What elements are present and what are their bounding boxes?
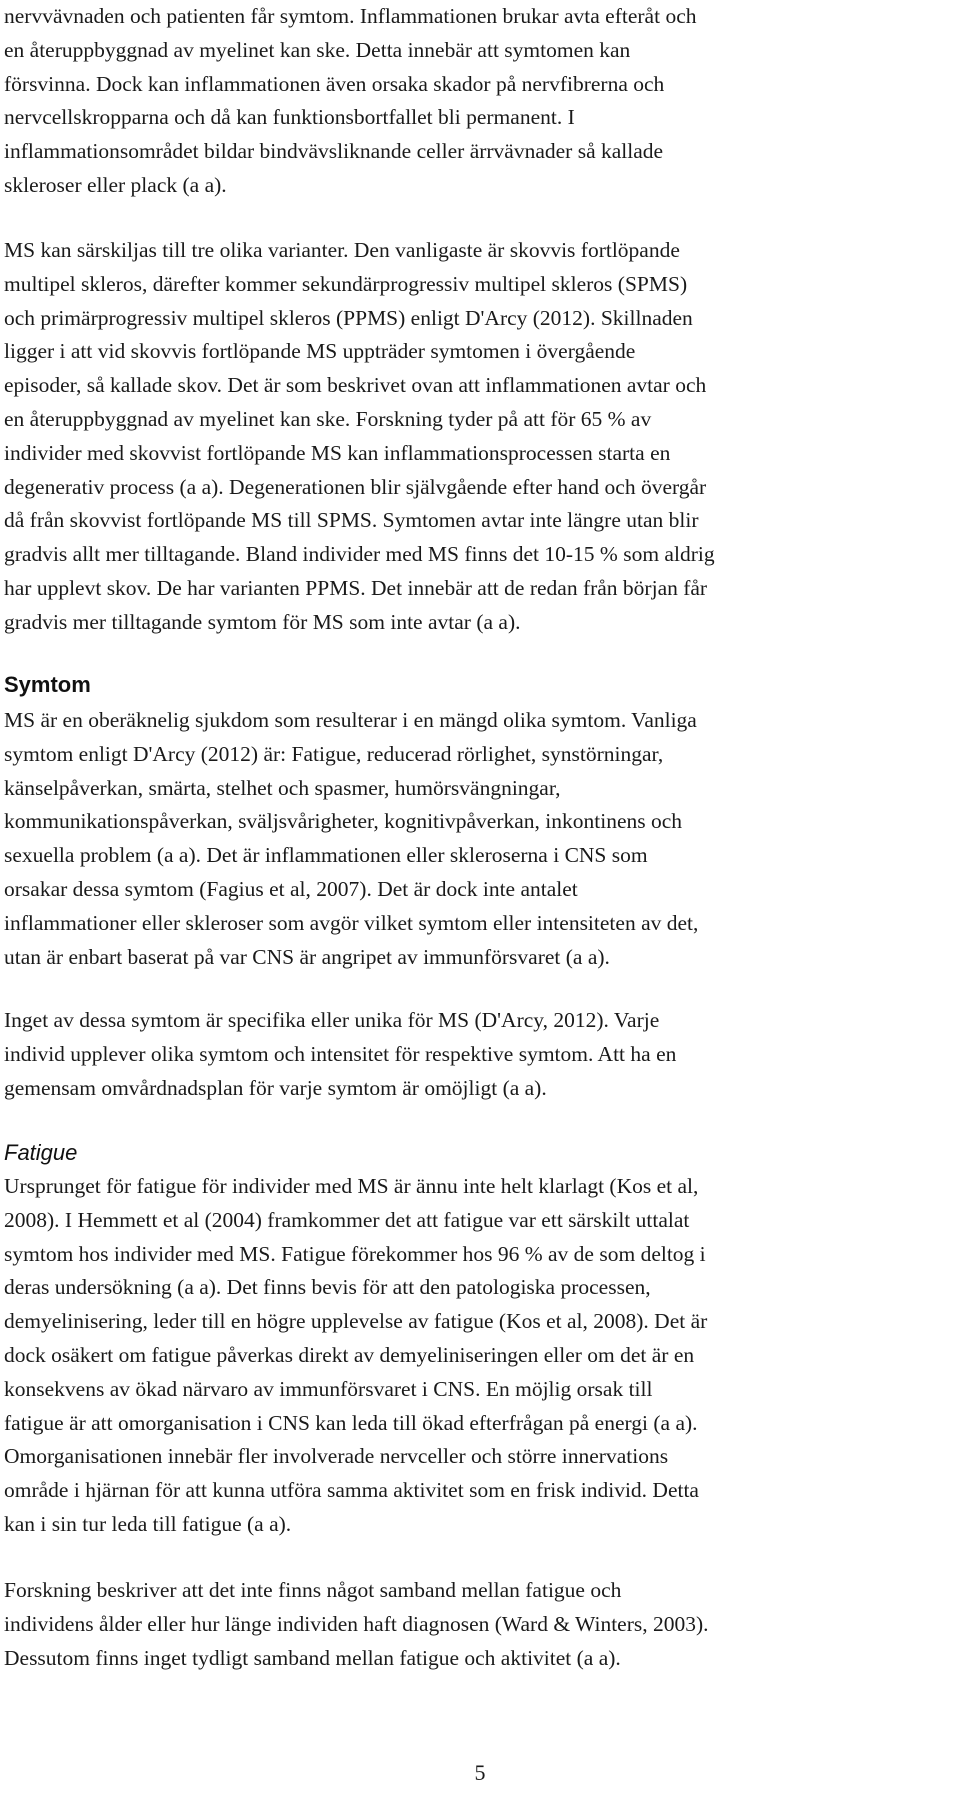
intro-paragraph (4, 0, 944, 203)
paragraph-line: MS kan särskiljas till tre olika varianter. Den vanligaste är skovvis fortlöpande (4, 238, 680, 262)
paragraph-line: försvinna. Dock kan inflammationen även orsaka skador på nervfibrerna och (4, 71, 665, 96)
paragraph-line: episoder, så kallade skov. Det är som beskrivet ovan att inflammationen avtar och (4, 373, 707, 398)
paragraph-line: Inget av dessa symtom är specifika eller unika för MS (D'Arcy, 2012). Varje (4, 1008, 660, 1032)
paragraph-line: konsekvens av ökad närvaro av immunförsvaret i CNS. En möjlig orsak till (4, 1376, 653, 1401)
paragraph-line: Omorganisationen innebär fler involverade nervceller och större innervations (4, 1444, 669, 1469)
paragraph-line: Dessutom finns inget tydligt samband mellan fatigue och aktivitet (a a). (4, 1645, 621, 1670)
paragraph-line: en återuppbyggnad av myelinet kan ske. Forskning tyder på att för 65 % av (4, 406, 652, 431)
paragraph-line: individens ålder eller hur länge individen haft diagnosen (Ward & Winters, 2003). (4, 1611, 709, 1636)
paragraph-line: ligger i att vid skovvis fortlöpande MS uppträder symtomen i övergående (4, 339, 636, 364)
research-paragraph (4, 1574, 944, 1675)
paragraph-line: gradvis mer tilltagande symtom för MS som inte avtar (a a). (4, 609, 521, 634)
paragraph-line: gemensam omvårdnadsplan för varje symtom är omöjligt (a a). (4, 1075, 547, 1100)
paragraph-line: individer med skovvist fortlöpande MS kan inflammationsprocessen starta en (4, 440, 671, 465)
variants-paragraph (4, 234, 944, 640)
paragraph-line: Ursprunget för fatigue för individer med MS är ännu inte helt klarlagt (Kos et al, (4, 1174, 699, 1198)
paragraph-line: dock osäkert om fatigue påverkas direkt av demyeliniseringen eller om det är en (4, 1342, 695, 1367)
paragraph-line: inflammationsområdet bildar bindvävsliknande celler ärrvävnader så kallade (4, 139, 664, 164)
paragraph-line: fatigue är att omorganisation i CNS kan leda till ökad efterfrågan på energi (a a). (4, 1410, 698, 1435)
paragraph-line: nervcellskropparna och då kan funktionsbortfallet bli permanent. I (4, 105, 575, 130)
paragraph-line: utan är enbart baserat på var CNS är angripet av immunförsvaret (a a). (4, 944, 610, 969)
paragraph-line: inflammationer eller skleroser som avgör vilket symtom eller intensiteten av det, (4, 910, 699, 935)
paragraph-line: demyelinisering, leder till en högre upplevelse av fatigue (Kos et al, 2008). Det är (4, 1309, 708, 1334)
paragraph-line: symtom enligt D'Arcy (2012) är: Fatigue, reducerad rörlighet, synstörningar, (4, 741, 664, 766)
paragraph-line: symtom hos individer med MS. Fatigue förekommer hos 96 % av de som deltog i (4, 1241, 706, 1266)
paragraph-line: orsakar dessa symtom (Fagius et al, 2007). Det är dock inte antalet (4, 876, 578, 901)
paragraph-line: sexuella problem (a a). Det är inflammationen eller skleroserna i CNS som (4, 843, 648, 868)
paragraph-line: individ upplever olika symtom och intensitet för respektive symtom. Att ha en (4, 1041, 677, 1066)
paragraph-line: skleroser eller plack (a a). (4, 172, 227, 197)
paragraph-line: område i hjärnan för att kunna utföra samma aktivitet som en frisk individ. Detta (4, 1478, 699, 1503)
paragraph-line: 2008). I Hemmett et al (2004) framkommer det att fatigue var ett särskilt uttalat (4, 1207, 690, 1232)
fatigue-paragraph (4, 1170, 944, 1542)
paragraph-line: känselpåverkan, smärta, stelhet och spasmer, humörsvängningar, (4, 775, 561, 800)
page-number: 5 (474, 1760, 486, 1785)
paragraph-line: gradvis allt mer tilltagande. Bland individer med MS finns det 10-15 % som aldrig (4, 542, 715, 567)
paragraph-line: kan i sin tur leda till fatigue (a a). (4, 1511, 292, 1536)
paragraph-line: en återuppbyggnad av myelinet kan ske. Detta innebär att symtomen kan (4, 37, 631, 62)
paragraph-line: nervvävnaden och patienten får symtom. Inflammationen brukar avta efteråt och (4, 4, 697, 28)
paragraph-line: degenerativ process (a a). Degenerationen blir självgående efter hand och övergår (4, 474, 707, 499)
paragraph-line: kommunikationspåverkan, sväljsvårigheter, kognitivpåverkan, inkontinens och (4, 809, 683, 834)
paragraph-line: och primärprogressiv multipel skleros (PPMS) enligt D'Arcy (2012). Skillnaden (4, 305, 693, 330)
paragraph-line: då från skovvist fortlöpande MS till SPMS. Symtomen avtar inte längre utan blir (4, 508, 699, 533)
paragraph-line: multipel skleros, därefter kommer sekundärprogressiv multipel skleros (SPMS) (4, 271, 688, 296)
symtom-paragraph (4, 704, 944, 974)
paragraph-line: Forskning beskriver att det inte finns något samband mellan fatigue och (4, 1578, 622, 1602)
specific-paragraph (4, 1004, 944, 1105)
paragraph-line: deras undersökning (a a). Det finns bevis för att den patologiska processen, (4, 1275, 651, 1300)
paragraph-line: MS är en oberäknelig sjukdom som resulterar i en mängd olika symtom. Vanliga (4, 708, 697, 732)
symtom-heading: Symtom (4, 672, 91, 697)
fatigue-heading: Fatigue (4, 1140, 78, 1165)
paragraph-line: har upplevt skov. De har varianten PPMS. Det innebär att de redan från början får (4, 575, 708, 600)
